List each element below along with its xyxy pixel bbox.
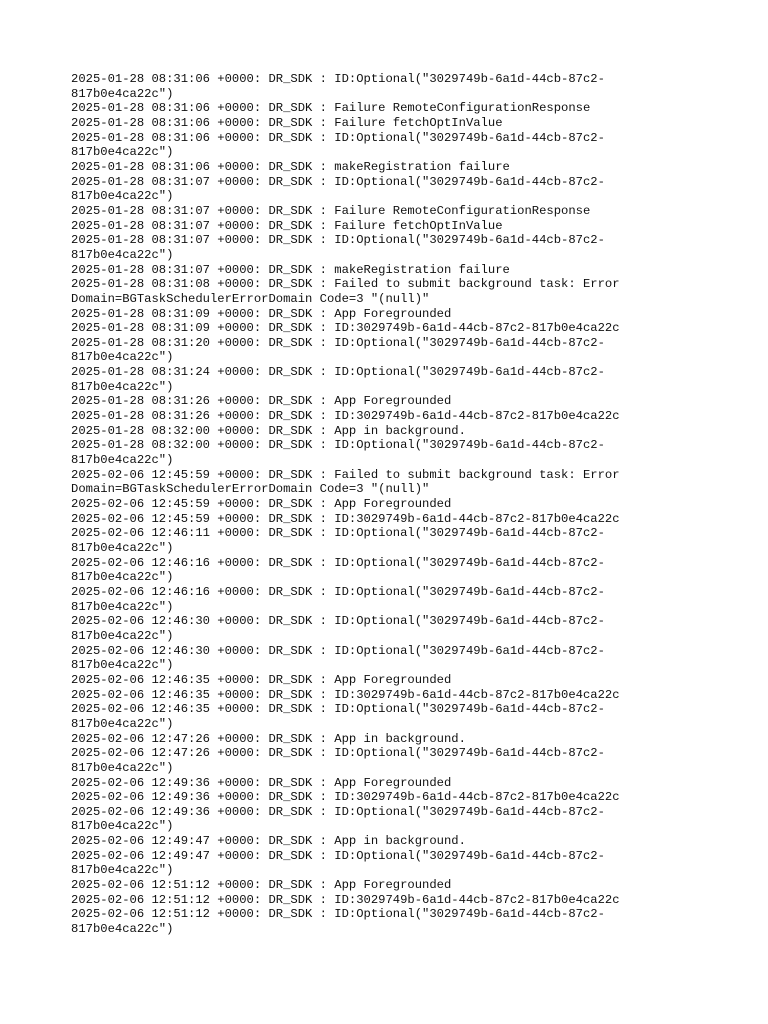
- log-line: 817b0e4ca22c"): [71, 599, 174, 614]
- log-line: 2025-02-06 12:49:47 +0000: DR_SDK : App in background.: [71, 834, 466, 849]
- log-line: 817b0e4ca22c"): [71, 760, 174, 775]
- log-line: 817b0e4ca22c"): [71, 541, 174, 555]
- log-line: 2025-01-28 08:31:09 +0000: DR_SDK : ID:3029749b-6a1d-44cb-87c2-817b0e4ca22c: [71, 321, 620, 336]
- log-line: 817b0e4ca22c"): [71, 145, 174, 160]
- log-line: 2025-01-28 08:31:26 +0000: DR_SDK : App Foregrounded: [71, 394, 452, 409]
- log-line: 817b0e4ca22c"): [71, 453, 174, 468]
- log-line: Domain=BGTaskSchedulerErrorDomain Code=3 "(null)": [71, 291, 430, 306]
- log-line: 2025-02-06 12:49:36 +0000: DR_SDK : App Foregrounded: [71, 775, 452, 790]
- log-line: 2025-01-28 08:31:08 +0000: DR_SDK : Failed to submit background task: Error: [71, 277, 620, 292]
- log-line: 817b0e4ca22c"): [71, 628, 174, 643]
- log-line: 817b0e4ca22c"): [71, 379, 174, 394]
- log-line: 2025-02-06 12:46:35 +0000: DR_SDK : App Foregrounded: [71, 672, 452, 687]
- log-line: 2025-01-28 08:32:00 +0000: DR_SDK : ID:Optional("3029749b-6a1d-44cb-87c2-: [71, 438, 605, 453]
- log-line: 817b0e4ca22c"): [71, 86, 174, 101]
- log-line: 2025-02-06 12:49:47 +0000: DR_SDK : ID:Optional("3029749b-6a1d-44cb-87c2-: [71, 848, 605, 863]
- log-line: 2025-01-28 08:31:07 +0000: DR_SDK : makeRegistration failure: [71, 262, 510, 277]
- log-line: 2025-02-06 12:46:35 +0000: DR_SDK : ID:3029749b-6a1d-44cb-87c2-817b0e4ca22c: [71, 687, 620, 702]
- log-line: 2025-02-06 12:45:59 +0000: DR_SDK : Failed to submit background task: Error: [71, 467, 620, 482]
- log-line: 817b0e4ca22c"): [71, 189, 174, 204]
- log-line: 817b0e4ca22c"): [71, 922, 174, 937]
- log-line: 2025-02-06 12:51:12 +0000: DR_SDK : App Foregrounded: [71, 878, 452, 893]
- log-line: 817b0e4ca22c"): [71, 716, 174, 731]
- log-line: 2025-02-06 12:49:36 +0000: DR_SDK : ID:Optional("3029749b-6a1d-44cb-87c2-: [71, 804, 605, 819]
- log-line: 2025-01-28 08:32:00 +0000: DR_SDK : App in background.: [71, 423, 466, 438]
- log-line: 2025-01-28 08:31:06 +0000: DR_SDK : ID:Optional("3029749b-6a1d-44cb-87c2-: [71, 72, 605, 86]
- log-line: 2025-02-06 12:47:26 +0000: DR_SDK : App in background.: [71, 731, 466, 746]
- log-line: 2025-02-06 12:46:16 +0000: DR_SDK : ID:Optional("3029749b-6a1d-44cb-87c2-: [71, 584, 605, 599]
- log-line: 817b0e4ca22c"): [71, 658, 174, 673]
- log-line: 817b0e4ca22c"): [71, 570, 174, 585]
- log-line: 2025-01-28 08:31:06 +0000: DR_SDK : ID:Optional("3029749b-6a1d-44cb-87c2-: [71, 130, 605, 145]
- log-line: 2025-02-06 12:46:30 +0000: DR_SDK : ID:Optional("3029749b-6a1d-44cb-87c2-: [71, 614, 605, 629]
- log-line: 2025-01-28 08:31:24 +0000: DR_SDK : ID:Optional("3029749b-6a1d-44cb-87c2-: [71, 365, 605, 380]
- log-line: 817b0e4ca22c"): [71, 247, 174, 262]
- log-line: 817b0e4ca22c"): [71, 350, 174, 365]
- log-line: 2025-02-06 12:45:59 +0000: DR_SDK : ID:3029749b-6a1d-44cb-87c2-817b0e4ca22c: [71, 511, 620, 526]
- log-line: 2025-01-28 08:31:07 +0000: DR_SDK : ID:Optional("3029749b-6a1d-44cb-87c2-: [71, 174, 605, 189]
- log-line: 2025-01-28 08:31:26 +0000: DR_SDK : ID:3029749b-6a1d-44cb-87c2-817b0e4ca22c: [71, 409, 620, 424]
- log-line: 2025-02-06 12:46:35 +0000: DR_SDK : ID:Optional("3029749b-6a1d-44cb-87c2-: [71, 702, 605, 717]
- log-line: 817b0e4ca22c"): [71, 863, 174, 878]
- log-line: 2025-01-28 08:31:20 +0000: DR_SDK : ID:Optional("3029749b-6a1d-44cb-87c2-: [71, 335, 605, 350]
- log-line: 2025-01-28 08:31:06 +0000: DR_SDK : Failure RemoteConfigurationResponse: [71, 101, 591, 116]
- log-line: 2025-02-06 12:51:12 +0000: DR_SDK : ID:Optional("3029749b-6a1d-44cb-87c2-: [71, 907, 605, 922]
- log-line: 2025-01-28 08:31:07 +0000: DR_SDK : Failure fetchOptInValue: [71, 218, 503, 233]
- log-line: 2025-01-28 08:31:09 +0000: DR_SDK : App Foregrounded: [71, 306, 452, 321]
- log-line: 2025-02-06 12:49:36 +0000: DR_SDK : ID:3029749b-6a1d-44cb-87c2-817b0e4ca22c: [71, 790, 620, 805]
- log-line: 2025-01-28 08:31:06 +0000: DR_SDK : makeRegistration failure: [71, 159, 510, 174]
- log-line: 2025-01-28 08:31:07 +0000: DR_SDK : Failure RemoteConfigurationResponse: [71, 203, 591, 218]
- log-line: 2025-02-06 12:46:16 +0000: DR_SDK : ID:Optional("3029749b-6a1d-44cb-87c2-: [71, 555, 605, 570]
- log-line: 2025-02-06 12:46:11 +0000: DR_SDK : ID:Optional("3029749b-6a1d-44cb-87c2-: [71, 526, 605, 541]
- log-line: 2025-01-28 08:31:07 +0000: DR_SDK : ID:Optional("3029749b-6a1d-44cb-87c2-: [71, 233, 605, 248]
- log-text-block: [71, 72, 751, 937]
- log-line: 2025-02-06 12:45:59 +0000: DR_SDK : App Foregrounded: [71, 497, 452, 512]
- log-line: Domain=BGTaskSchedulerErrorDomain Code=3 "(null)": [71, 482, 430, 497]
- log-line: 2025-01-28 08:31:06 +0000: DR_SDK : Failure fetchOptInValue: [71, 115, 503, 130]
- log-line: 2025-02-06 12:47:26 +0000: DR_SDK : ID:Optional("3029749b-6a1d-44cb-87c2-: [71, 746, 605, 761]
- log-line: 817b0e4ca22c"): [71, 819, 174, 834]
- log-line: 2025-02-06 12:51:12 +0000: DR_SDK : ID:3029749b-6a1d-44cb-87c2-817b0e4ca22c: [71, 892, 620, 907]
- log-line: 2025-02-06 12:46:30 +0000: DR_SDK : ID:Optional("3029749b-6a1d-44cb-87c2-: [71, 643, 605, 658]
